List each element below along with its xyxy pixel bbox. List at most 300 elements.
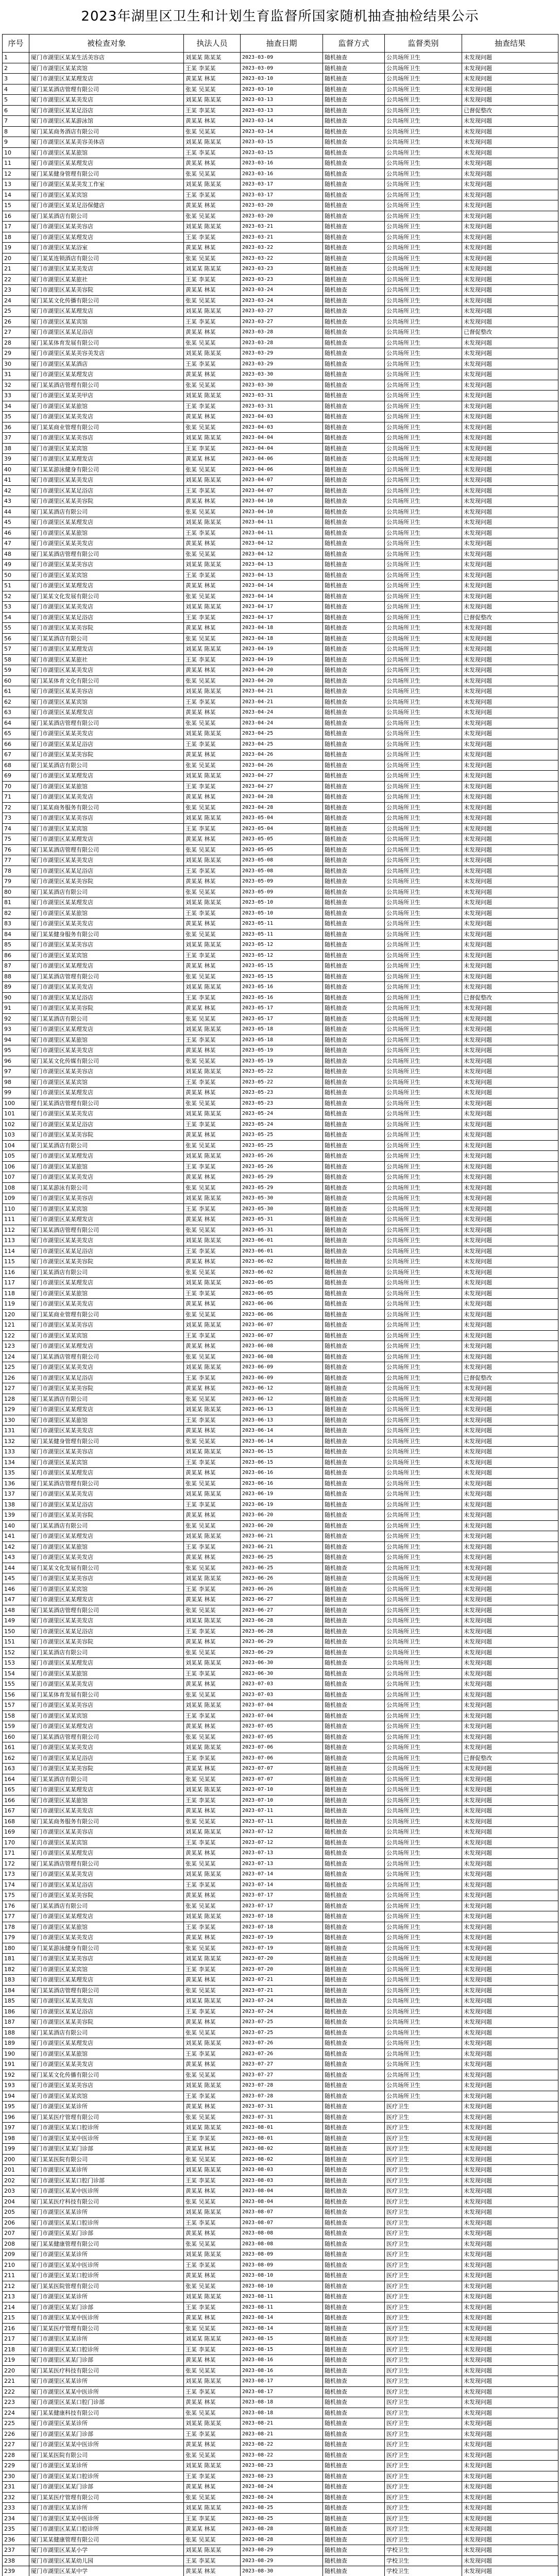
inspected-entity: 厦门市湖里区某某宾馆 <box>29 190 184 200</box>
supervision-category: 公共场所卫生 <box>385 602 462 613</box>
inspection-result: 未发现问题 <box>462 1890 558 1901</box>
supervision-method: 随机抽查 <box>323 1278 385 1289</box>
inspection-result: 未发现问题 <box>462 1225 558 1235</box>
table-row <box>3 2017 558 2028</box>
supervision-category: 公共场所卫生 <box>385 2048 462 2059</box>
table-row <box>3 1531 558 1542</box>
inspectors: 黄某某 林某 <box>184 1721 241 1732</box>
row-number: 213 <box>3 2292 29 2302</box>
table-row <box>3 2154 558 2165</box>
supervision-method: 随机抽查 <box>323 612 385 623</box>
table-row <box>3 1584 558 1595</box>
table-row <box>3 380 558 391</box>
row-number: 203 <box>3 2186 29 2197</box>
inspectors: 王某 李某某 <box>184 2471 241 2482</box>
inspection-result: 未发现问题 <box>462 147 558 158</box>
table-row <box>3 1225 558 1235</box>
supervision-method: 随机抽查 <box>323 464 385 475</box>
row-number: 23 <box>3 285 29 296</box>
inspected-entity: 厦门市湖里区某某宾馆 <box>29 316 184 327</box>
row-number: 227 <box>3 2439 29 2450</box>
inspectors: 王某 李某某 <box>184 1161 241 1172</box>
inspectors: 张某 吴某某 <box>184 1858 241 1869</box>
supervision-method: 随机抽查 <box>323 1510 385 1521</box>
supervision-method: 随机抽查 <box>323 126 385 137</box>
inspected-entity: 厦门市湖里区某某幼儿园 <box>29 2555 184 2566</box>
inspectors: 张某 吴某某 <box>184 211 241 222</box>
inspectors: 王某 李某某 <box>184 1964 241 1975</box>
inspection-result: 未发现问题 <box>462 739 558 750</box>
inspection-date: 2023-08-16 <box>241 2365 323 2376</box>
supervision-category: 公共场所卫生 <box>385 116 462 127</box>
table-row <box>3 1235 558 1246</box>
inspection-date: 2023-04-13 <box>241 570 323 581</box>
inspected-entity: 厦门市湖里区某某旅馆 <box>29 1415 184 1426</box>
table-row <box>3 232 558 243</box>
supervision-method: 随机抽查 <box>323 1552 385 1563</box>
inspection-result: 未发现问题 <box>462 2450 558 2461</box>
row-number: 192 <box>3 2070 29 2080</box>
supervision-category: 公共场所卫生 <box>385 728 462 739</box>
inspectors: 王某 李某某 <box>184 359 241 369</box>
supervision-method: 随机抽查 <box>323 760 385 771</box>
inspection-date: 2023-07-03 <box>241 1679 323 1690</box>
row-number: 174 <box>3 1879 29 1890</box>
supervision-category: 公共场所卫生 <box>385 2091 462 2102</box>
supervision-category: 公共场所卫生 <box>385 802 462 813</box>
supervision-category: 公共场所卫生 <box>385 897 462 908</box>
inspected-entity: 厦门市湖里区某某美容院 <box>29 1764 184 1774</box>
inspection-date: 2023-06-21 <box>241 1531 323 1542</box>
supervision-method: 随机抽查 <box>323 1753 385 1764</box>
inspection-result: 未发现问题 <box>462 1985 558 1996</box>
table-row <box>3 675 558 686</box>
inspection-date: 2023-06-15 <box>241 1457 323 1468</box>
inspected-entity: 厦门市湖里区某某旅馆 <box>29 401 184 412</box>
supervision-category: 公共场所卫生 <box>385 337 462 348</box>
table-row <box>3 718 558 728</box>
inspection-result: 未发现问题 <box>462 412 558 422</box>
inspectors: 王某 李某某 <box>184 823 241 834</box>
supervision-category: 公共场所卫生 <box>385 222 462 232</box>
supervision-method: 随机抽查 <box>323 1584 385 1595</box>
supervision-category: 医疗卫生 <box>385 2492 462 2503</box>
inspectors: 王某 李某某 <box>184 1330 241 1341</box>
inspection-date: 2023-03-22 <box>241 243 323 253</box>
inspection-result: 未发现问题 <box>462 908 558 919</box>
inspection-date: 2023-08-10 <box>241 2270 323 2281</box>
inspectors: 张某 吴某某 <box>184 295 241 306</box>
supervision-category: 公共场所卫生 <box>385 1246 462 1257</box>
supervision-category: 公共场所卫生 <box>385 1858 462 1869</box>
row-number: 144 <box>3 1563 29 1573</box>
supervision-category: 公共场所卫生 <box>385 1764 462 1774</box>
row-number: 28 <box>3 337 29 348</box>
inspection-result: 未发现问题 <box>462 391 558 401</box>
table-row <box>3 897 558 908</box>
row-number: 30 <box>3 359 29 369</box>
inspected-entity: 厦门市湖里区某某理发店 <box>29 834 184 845</box>
supervision-category: 公共场所卫生 <box>385 1489 462 1500</box>
inspected-entity: 厦门市湖里区某某美容店 <box>29 1320 184 1331</box>
inspection-date: 2023-06-28 <box>241 1616 323 1626</box>
row-number: 182 <box>3 1964 29 1975</box>
inspectors: 黄某某 林某 <box>184 1468 241 1479</box>
table-row <box>3 2513 558 2524</box>
table-row <box>3 1182 558 1193</box>
inspection-date: 2023-03-16 <box>241 168 323 179</box>
inspection-result: 未发现问题 <box>462 2207 558 2218</box>
inspectors: 刘某某 陈某某 <box>184 1489 241 1500</box>
row-number: 127 <box>3 1383 29 1394</box>
row-number: 113 <box>3 1235 29 1246</box>
inspected-entity: 厦门市湖里区某某中医诊所 <box>29 2313 184 2324</box>
table-row <box>3 1299 558 1310</box>
supervision-method: 随机抽查 <box>323 2461 385 2471</box>
table-row <box>3 2270 558 2281</box>
supervision-category: 公共场所卫生 <box>385 2006 462 2017</box>
supervision-category: 公共场所卫生 <box>385 1541 462 1552</box>
inspection-result: 未发现问题 <box>462 168 558 179</box>
inspected-entity: 厦门市湖里区某某美容店 <box>29 1193 184 1204</box>
row-number: 45 <box>3 517 29 528</box>
inspection-result: 未发现问题 <box>462 464 558 475</box>
inspected-entity: 厦门市湖里区某某理发店 <box>29 581 184 591</box>
inspection-date: 2023-06-15 <box>241 1447 323 1458</box>
inspectors: 张某 吴某某 <box>184 253 241 264</box>
table-row <box>3 1837 558 1848</box>
inspected-entity: 厦门市湖里区某某诊所 <box>29 2461 184 2471</box>
inspectors: 刘某某 陈某某 <box>184 560 241 570</box>
inspection-result: 未发现问题 <box>462 2408 558 2418</box>
inspection-result: 未发现问题 <box>462 1415 558 1426</box>
row-number: 214 <box>3 2302 29 2313</box>
inspection-date: 2023-08-01 <box>241 2133 323 2144</box>
inspectors: 黄某某 林某 <box>184 2102 241 2112</box>
inspection-date: 2023-08-29 <box>241 2545 323 2556</box>
inspectors: 刘某某 陈某某 <box>184 517 241 528</box>
supervision-method: 随机抽查 <box>323 591 385 602</box>
inspection-date: 2023-07-07 <box>241 1774 323 1785</box>
inspection-date: 2023-06-07 <box>241 1320 323 1331</box>
inspected-entity: 厦门市湖里区某某门诊部 <box>29 2355 184 2366</box>
inspection-date: 2023-03-13 <box>241 105 323 116</box>
supervision-method: 随机抽查 <box>323 2397 385 2408</box>
table-row <box>3 2196 558 2207</box>
inspectors: 王某 李某某 <box>184 401 241 412</box>
inspection-date: 2023-04-07 <box>241 485 323 496</box>
supervision-method: 随机抽查 <box>323 95 385 106</box>
inspection-result: 未发现问题 <box>462 137 558 148</box>
supervision-method: 随机抽查 <box>323 1911 385 1922</box>
inspected-entity: 厦门某某酒店管理有限公司 <box>29 1351 184 1362</box>
table-row <box>3 1278 558 1289</box>
supervision-method: 随机抽查 <box>323 401 385 412</box>
table-row <box>3 2545 558 2556</box>
supervision-category: 公共场所卫生 <box>385 1637 462 1648</box>
inspected-entity: 厦门某某酒店有限公司 <box>29 1394 184 1404</box>
inspection-date: 2023-07-26 <box>241 2038 323 2049</box>
table-row <box>3 1679 558 1690</box>
supervision-category: 医疗卫生 <box>385 2292 462 2302</box>
supervision-category: 公共场所卫生 <box>385 1436 462 1447</box>
supervision-method: 随机抽查 <box>323 2186 385 2197</box>
inspection-date: 2023-08-16 <box>241 2355 323 2366</box>
supervision-category: 公共场所卫生 <box>385 581 462 591</box>
row-number: 151 <box>3 1637 29 1648</box>
table-row <box>3 1975 558 1986</box>
supervision-method: 随机抽查 <box>323 348 385 359</box>
row-number: 60 <box>3 675 29 686</box>
row-number: 220 <box>3 2365 29 2376</box>
table-row <box>3 2080 558 2091</box>
table-row <box>3 1964 558 1975</box>
table-row <box>3 654 558 665</box>
inspection-date: 2023-03-10 <box>241 74 323 84</box>
table-row <box>3 1827 558 1838</box>
inspectors: 黄某某 林某 <box>184 1510 241 1521</box>
inspection-date: 2023-04-26 <box>241 760 323 771</box>
inspection-result: 未发现问题 <box>462 1584 558 1595</box>
inspected-entity: 厦门市湖里区某某美发店 <box>29 728 184 739</box>
supervision-category: 公共场所卫生 <box>385 612 462 623</box>
supervision-method: 随机抽查 <box>323 1922 385 1933</box>
supervision-category: 公共场所卫生 <box>385 1785 462 1795</box>
inspectors: 刘某某 陈某某 <box>184 1404 241 1415</box>
supervision-method: 随机抽查 <box>323 316 385 327</box>
inspection-date: 2023-03-15 <box>241 137 323 148</box>
inspected-entity: 厦门市湖里区某某理发店 <box>29 1341 184 1352</box>
supervision-method: 随机抽查 <box>323 2386 385 2397</box>
row-number: 101 <box>3 1109 29 1120</box>
inspectors: 王某 李某某 <box>184 739 241 750</box>
row-number: 24 <box>3 295 29 306</box>
inspected-entity: 厦门市湖里区某某宾馆 <box>29 1837 184 1848</box>
supervision-method: 随机抽查 <box>323 1109 385 1120</box>
row-number: 4 <box>3 84 29 95</box>
inspectors: 张某 吴某某 <box>184 1351 241 1362</box>
inspected-entity: 厦门市湖里区某某美甲店 <box>29 391 184 401</box>
inspection-date: 2023-06-29 <box>241 1647 323 1658</box>
table-row <box>3 1066 558 1077</box>
inspected-entity: 厦门市湖里区某某美发店 <box>29 1109 184 1120</box>
inspection-date: 2023-06-07 <box>241 1330 323 1341</box>
inspection-date: 2023-06-20 <box>241 1520 323 1531</box>
inspectors: 王某 李某某 <box>184 2344 241 2355</box>
row-number: 118 <box>3 1288 29 1299</box>
row-number: 176 <box>3 1901 29 1911</box>
inspectors: 黄某某 林某 <box>184 919 241 929</box>
supervision-category: 公共场所卫生 <box>385 485 462 496</box>
inspection-result: 未发现问题 <box>462 1679 558 1690</box>
inspectors: 刘某某 陈某某 <box>184 2207 241 2218</box>
supervision-method: 随机抽查 <box>323 929 385 940</box>
inspectors: 王某 李某某 <box>184 2386 241 2397</box>
inspectors: 黄某某 林某 <box>184 623 241 634</box>
row-number: 112 <box>3 1225 29 1235</box>
row-number: 154 <box>3 1668 29 1679</box>
table-row <box>3 2186 558 2197</box>
supervision-category: 公共场所卫生 <box>385 1890 462 1901</box>
supervision-category: 公共场所卫生 <box>385 961 462 972</box>
inspectors: 刘某某 陈某某 <box>184 1785 241 1795</box>
inspected-entity: 厦门市湖里区某某中医诊所 <box>29 2260 184 2270</box>
table-row <box>3 1774 558 1785</box>
supervision-category: 公共场所卫生 <box>385 1214 462 1225</box>
inspectors: 王某 李某某 <box>184 992 241 1003</box>
supervision-method: 随机抽查 <box>323 1637 385 1648</box>
inspection-date: 2023-07-25 <box>241 2017 323 2028</box>
supervision-category: 公共场所卫生 <box>385 1257 462 1267</box>
inspectors: 刘某某 陈某某 <box>184 1573 241 1584</box>
inspection-date: 2023-04-06 <box>241 464 323 475</box>
table-row <box>3 1330 558 1341</box>
supervision-method: 随机抽查 <box>323 1404 385 1415</box>
row-number: 18 <box>3 232 29 243</box>
inspectors: 刘某某 陈某某 <box>184 475 241 486</box>
table-row <box>3 1879 558 1890</box>
inspected-entity: 厦门市湖里区某某美容院 <box>29 496 184 507</box>
inspectors: 张某 吴某某 <box>184 1309 241 1320</box>
inspected-entity: 厦门市湖里区某某诊所 <box>29 2334 184 2345</box>
inspection-result: 未发现问题 <box>462 1119 558 1130</box>
row-number: 96 <box>3 1056 29 1066</box>
supervision-category: 学校卫生 <box>385 2566 462 2576</box>
row-number: 223 <box>3 2397 29 2408</box>
inspected-entity: 厦门市湖里区某某理发店 <box>29 1911 184 1922</box>
inspectors: 王某 李某某 <box>184 1457 241 1468</box>
row-number: 239 <box>3 2566 29 2576</box>
row-number: 149 <box>3 1616 29 1626</box>
table-row <box>3 147 558 158</box>
inspection-date: 2023-05-23 <box>241 1088 323 1098</box>
supervision-category: 医疗卫生 <box>385 2154 462 2165</box>
inspection-date: 2023-03-31 <box>241 401 323 412</box>
row-number: 226 <box>3 2429 29 2439</box>
inspection-date: 2023-03-21 <box>241 232 323 243</box>
inspection-result: 未发现问题 <box>462 1658 558 1669</box>
inspected-entity: 厦门市湖里区某某美发店 <box>29 1933 184 1943</box>
supervision-method: 随机抽查 <box>323 602 385 613</box>
inspected-entity: 厦门市湖里区某某中医诊所 <box>29 2439 184 2450</box>
supervision-method: 随机抽查 <box>323 971 385 982</box>
inspected-entity: 厦门市湖里区某某诊所 <box>29 2165 184 2176</box>
row-number: 156 <box>3 1689 29 1700</box>
row-number: 90 <box>3 992 29 1003</box>
inspected-entity: 厦门市湖里区某某美容院 <box>29 1003 184 1014</box>
supervision-category: 公共场所卫生 <box>385 1806 462 1817</box>
table-row <box>3 1478 558 1489</box>
supervision-category: 公共场所卫生 <box>385 697 462 707</box>
inspected-entity: 厦门市湖里区某某美发工作室 <box>29 179 184 190</box>
table-row <box>3 1922 558 1933</box>
inspectors: 黄某某 林某 <box>184 1679 241 1690</box>
supervision-category: 公共场所卫生 <box>385 1035 462 1045</box>
inspection-result: 未发现问题 <box>462 1035 558 1045</box>
row-number: 115 <box>3 1257 29 1267</box>
supervision-category: 公共场所卫生 <box>385 1710 462 1721</box>
inspection-result: 未发现问题 <box>462 1563 558 1573</box>
inspected-entity: 厦门某某文化传媒有限公司 <box>29 1056 184 1066</box>
inspection-result: 未发现问题 <box>462 675 558 686</box>
inspected-entity: 厦门某某酒店有限公司 <box>29 1901 184 1911</box>
inspectors: 王某 李某某 <box>184 1922 241 1933</box>
inspected-entity: 厦门市湖里区某某旅馆 <box>29 1541 184 1552</box>
inspection-result: 未发现问题 <box>462 1996 558 2007</box>
inspected-entity: 厦门市湖里区某某美容店 <box>29 1954 184 1964</box>
table-row <box>3 1013 558 1024</box>
inspected-entity: 厦门某某健身服务有限公司 <box>29 929 184 940</box>
inspection-result: 未发现问题 <box>462 1394 558 1404</box>
row-number: 186 <box>3 2006 29 2017</box>
inspectors: 刘某某 陈某某 <box>184 2418 241 2429</box>
inspected-entity: 厦门某某酒店管理有限公司 <box>29 1732 184 1742</box>
inspectors: 王某 李某某 <box>184 1626 241 1637</box>
inspectors: 张某 吴某某 <box>184 2154 241 2165</box>
supervision-category: 公共场所卫生 <box>385 264 462 275</box>
row-number: 175 <box>3 1890 29 1901</box>
results-table <box>2 34 558 2576</box>
inspected-entity: 厦门某某连锁酒店有限公司 <box>29 253 184 264</box>
inspectors: 黄某某 林某 <box>184 285 241 296</box>
supervision-category: 学校卫生 <box>385 2555 462 2566</box>
row-number: 16 <box>3 211 29 222</box>
table-row <box>3 496 558 507</box>
supervision-category: 公共场所卫生 <box>385 2017 462 2028</box>
row-number: 119 <box>3 1299 29 1310</box>
inspection-date: 2023-07-31 <box>241 2112 323 2123</box>
inspectors: 张某 吴某某 <box>184 1520 241 1531</box>
row-number: 195 <box>3 2102 29 2112</box>
inspection-result: 未发现问题 <box>462 1795 558 1806</box>
inspected-entity: 厦门某某酒店有限公司 <box>29 2027 184 2038</box>
row-number: 196 <box>3 2112 29 2123</box>
row-number: 83 <box>3 919 29 929</box>
inspection-date: 2023-08-04 <box>241 2196 323 2207</box>
supervision-method: 随机抽查 <box>323 538 385 549</box>
supervision-category: 医疗卫生 <box>385 2334 462 2345</box>
supervision-category: 公共场所卫生 <box>385 391 462 401</box>
inspection-date: 2023-08-18 <box>241 2397 323 2408</box>
inspected-entity: 厦门市湖里区某某宾馆 <box>29 443 184 454</box>
inspected-entity: 厦门市湖里区某某口腔诊所 <box>29 2123 184 2133</box>
page-title: 2023年湖里区卫生和计划生育监督所国家随机抽查抽检结果公示 <box>81 9 479 24</box>
table-row <box>3 264 558 275</box>
row-number: 170 <box>3 1837 29 1848</box>
inspected-entity: 厦门市湖里区某某美发店 <box>29 1996 184 2007</box>
table-row <box>3 464 558 475</box>
inspected-entity: 厦门市湖里区某某美发店 <box>29 1235 184 1246</box>
supervision-method: 随机抽查 <box>323 232 385 243</box>
inspection-date: 2023-08-25 <box>241 2503 323 2514</box>
supervision-method: 随机抽查 <box>323 1088 385 1098</box>
supervision-method: 随机抽查 <box>323 1626 385 1637</box>
inspectors: 王某 李某某 <box>184 1710 241 1721</box>
row-number: 217 <box>3 2334 29 2345</box>
inspectors: 王某 李某某 <box>184 1879 241 1890</box>
inspected-entity: 厦门某某游泳健身有限公司 <box>29 464 184 475</box>
table-row <box>3 1246 558 1257</box>
supervision-category: 公共场所卫生 <box>385 2059 462 2070</box>
row-number: 177 <box>3 1911 29 1922</box>
row-number: 97 <box>3 1066 29 1077</box>
inspection-date: 2023-03-22 <box>241 253 323 264</box>
inspection-date: 2023-06-26 <box>241 1573 323 1584</box>
inspectors: 王某 李某某 <box>184 232 241 243</box>
supervision-category: 公共场所卫生 <box>385 1130 462 1141</box>
inspection-result: 未发现问题 <box>462 982 558 993</box>
inspected-entity: 厦门某某商业管理有限公司 <box>29 422 184 433</box>
